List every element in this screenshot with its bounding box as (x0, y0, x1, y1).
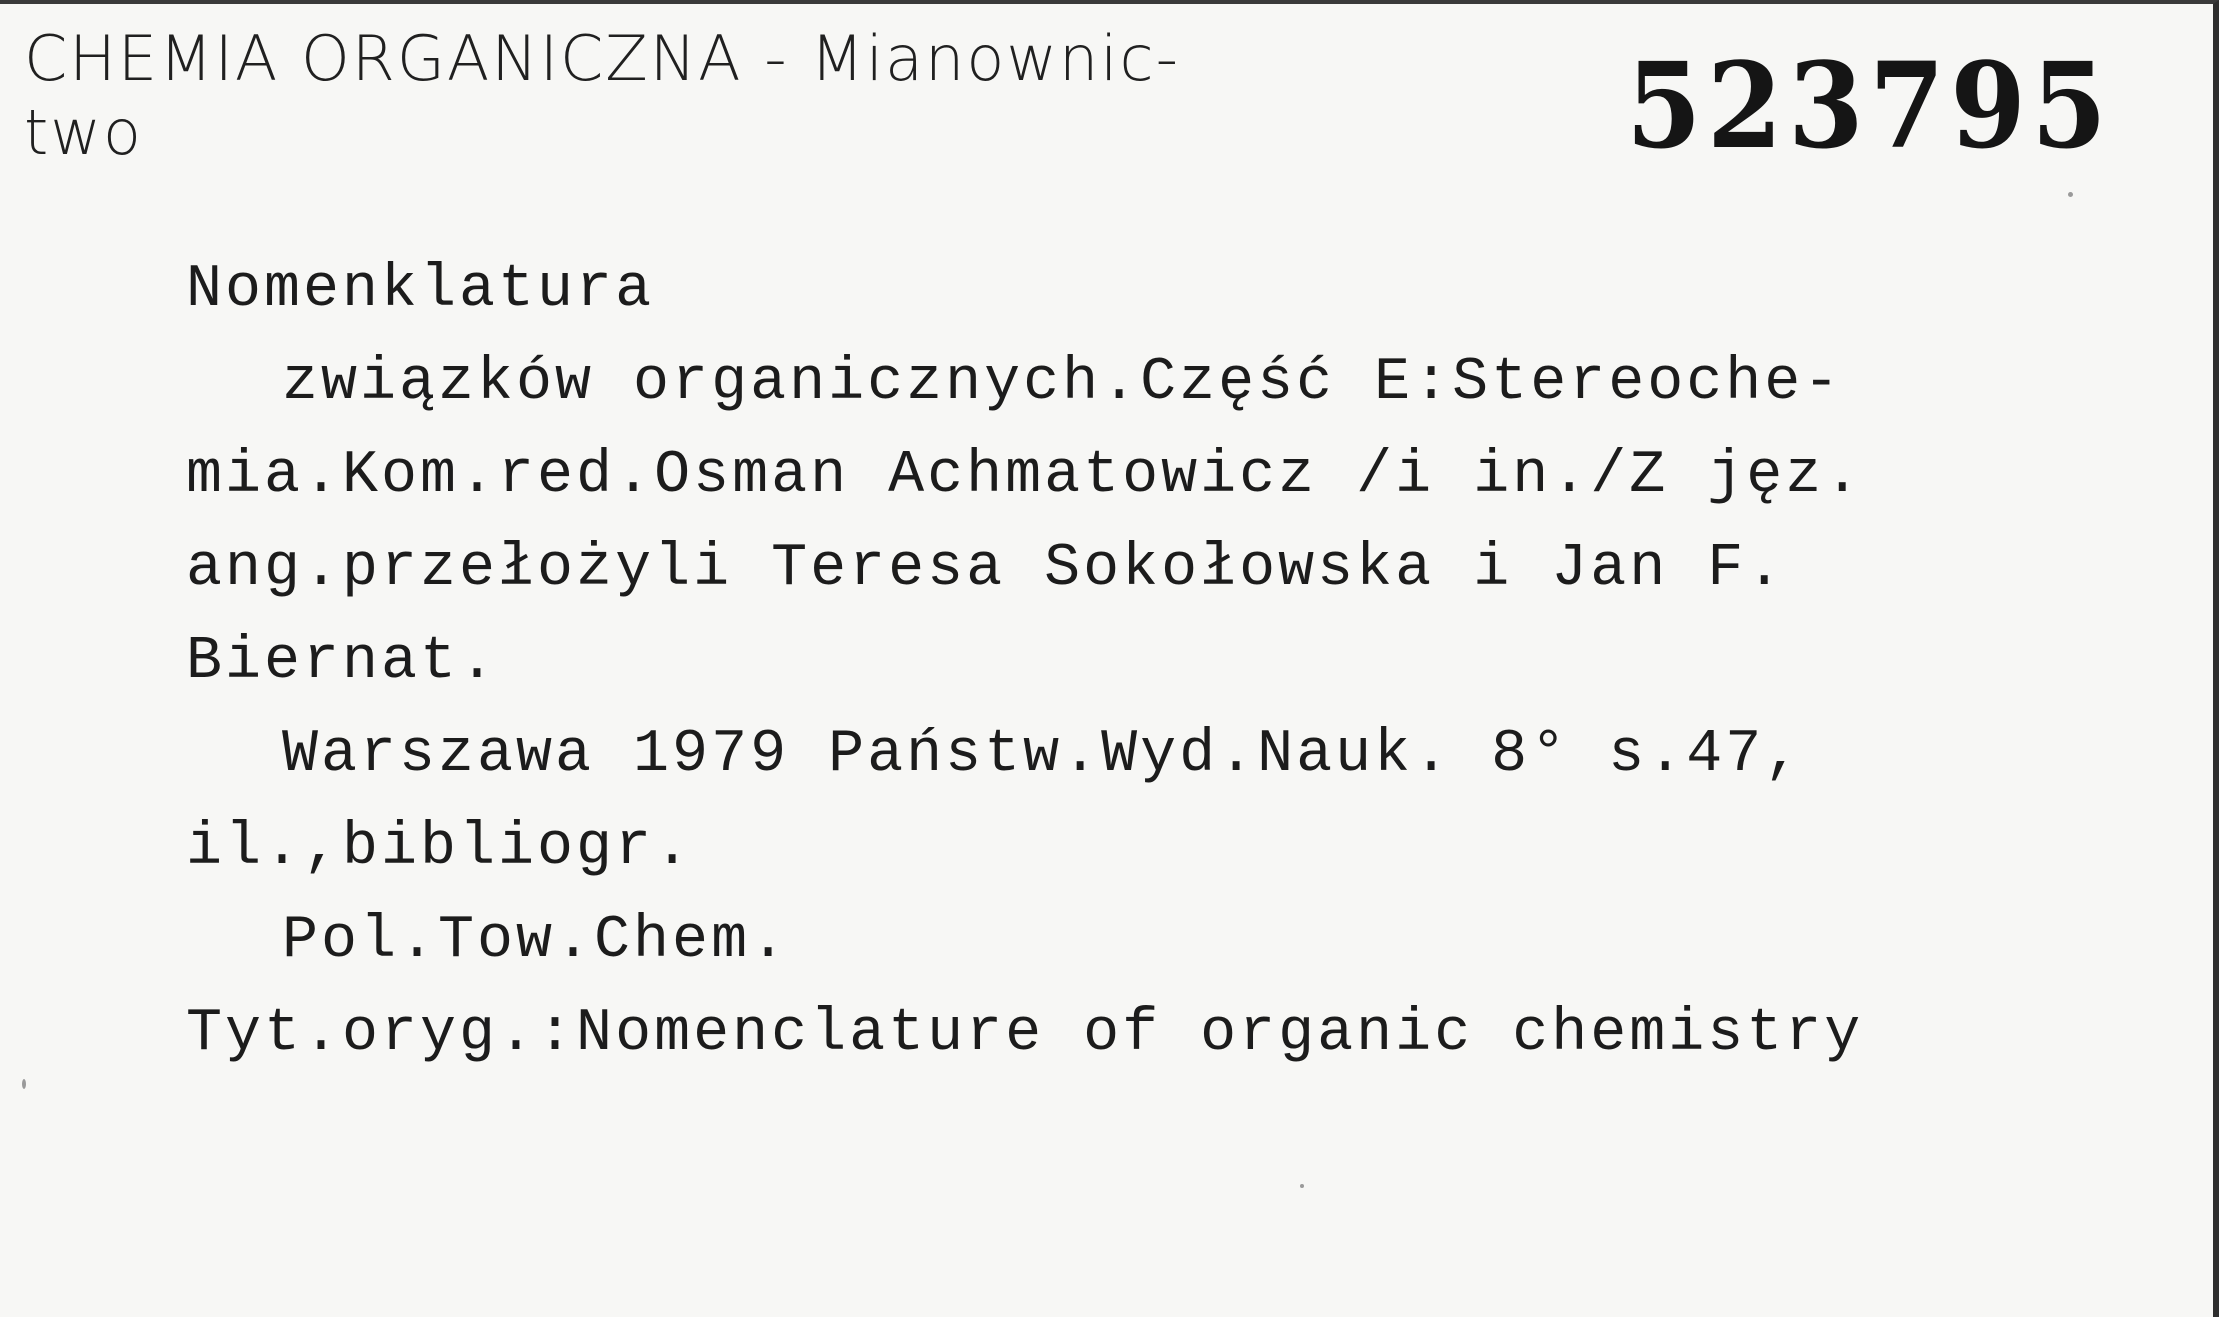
dust-speck (1300, 1184, 1304, 1188)
entry-line: ang.przełożyli Teresa Sokołowska i Jan F. (186, 535, 1786, 603)
entry-line: Nomenklatura (186, 256, 655, 324)
entry-line: mia.Kom.red.Osman Achmatowicz /i in./Z jęz. (186, 442, 1864, 510)
entry-line: Biernat. (186, 628, 499, 696)
entry-line: związków organicznych.Część E:Stereoche- (282, 349, 1843, 417)
entry-line: Tyt.oryg.:Nomenclature of organic chemistry (186, 1000, 1864, 1068)
dust-speck (22, 1079, 26, 1089)
bibliographic-entry (186, 244, 2176, 1081)
subject-heading (24, 22, 1180, 170)
entry-line: Warszawa 1979 Państw.Wyd.Nauk. 8° s.47, (282, 721, 1804, 789)
subject-heading-line-1: CHEMIA ORGANICZNA - Mianownic- (24, 22, 1180, 95)
dust-speck (2068, 192, 2073, 197)
call-number-stamp: 523795 (1626, 36, 2113, 175)
subject-heading-line-2: two (24, 96, 143, 169)
entry-line: Pol.Tow.Chem. (282, 907, 790, 975)
entry-line: il.,bibliogr. (186, 814, 694, 882)
